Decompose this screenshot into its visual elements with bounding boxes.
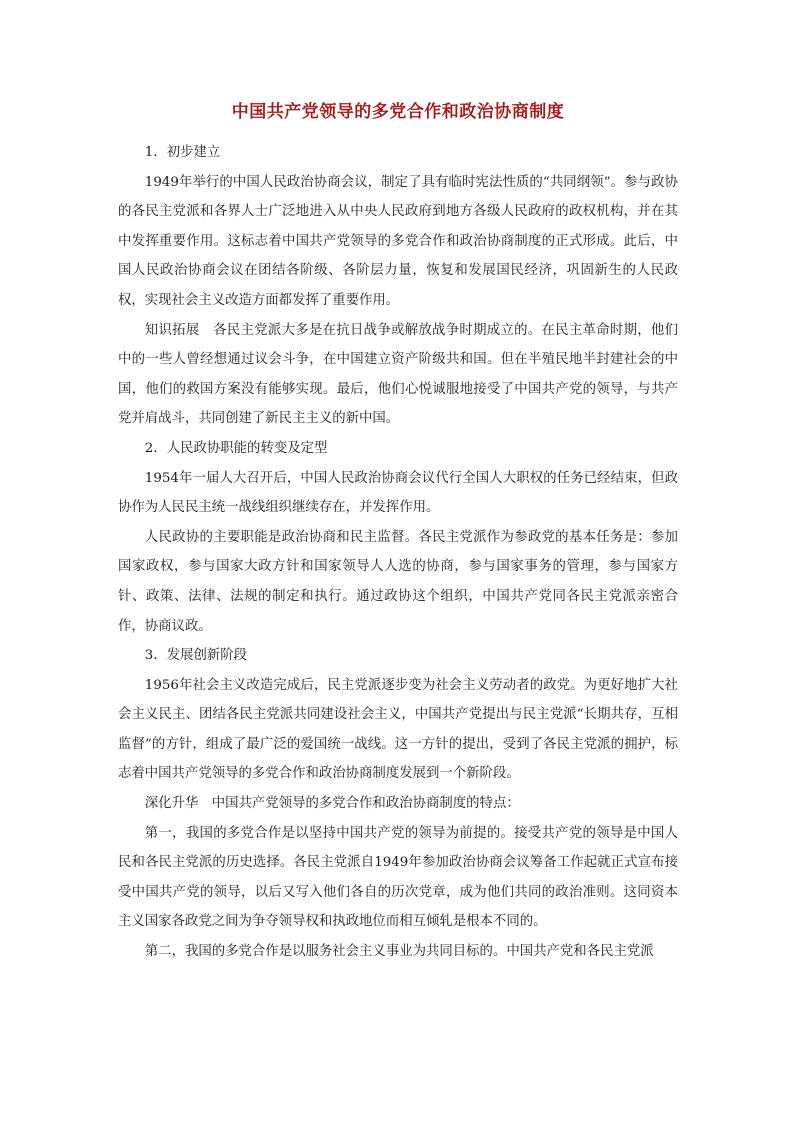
paragraph: 1954年一届人大召开后，中国人民政治协商会议代行全国人大职权的任务已经结束，但政协作为人民民主统一战线组织继续存在，并发挥作用。 <box>118 470 678 516</box>
paragraph: 1949年举行的中国人民政治协商会议，制定了具有临时宪法性质的“共同纲领”。参与政协的各民主党派和各界人士广泛地进入从中央人民政府到地方各级人民政府的政权机构，并在其中发挥重要作用。这标志着中国共产党领导的多党合作和政治协商制度的正式形成。此后，中国人民政治协商会议在团结各阶级、各阶层力量，恢复和发展国民经济，巩固新生的人民政权，实现社会主义改造方面都发挥了重要作用。 <box>118 174 678 308</box>
section-heading-3: 3．发展创新阶段 <box>144 648 248 664</box>
paragraph: 1956年社会主义改造完成后，民主党派逐步变为社会主义劳动者的政党。为更好地扩大社会主义民主、团结各民主党派共同建设社会主义，中国共产党提出与民主党派“长期共存，互相监督”的方针，组成了最广泛的爱国统一战线。这一方针的提出，受到了各民主党派的拥护，标志着中国共产党领导的多党合作和政治协商制度发展到一个新阶段。 <box>118 677 678 782</box>
paragraph: 人民政协的主要职能是政治协商和民主监督。各民主党派作为参政党的基本任务是：参加国家政权，参与国家大政方针和国家领导人人选的协商，参与国家事务的管理，参与国家方针、政策、法律、法规的制定和执行。通过政协这个组织，中国共产党同各民主党派亲密合作，协商议政。 <box>118 529 678 634</box>
section-heading-1: 1．初步建立 <box>144 145 221 160</box>
document-page <box>118 100 678 967</box>
paragraph: 第二，我国的多党合作是以服务社会主义事业为共同目标的。中国共产党和各民主党派 <box>144 944 654 960</box>
section-heading-2: 2．人民政协职能的转变及定型 <box>144 440 328 456</box>
knowledge-extension-paragraph: 知识拓展 各民主党派大多是在抗日战争或解放战争时期成立的。在民主革命时期，他们中的一些人曾经想通过议会斗争，在中国建立资产阶级共和国。但在半殖民地半封建社会的中国，他们的救国方案没有能够实现。最后，他们心悦诚服地接受了中国共产党的领导，与共产党并肩战斗，共同创建了新民主主义的新中国。 <box>118 322 678 427</box>
deepening-paragraph: 深化升华 中国共产党领导的多党合作和政治协商制度的特点： <box>144 796 520 812</box>
document-title: 中国共产党领导的多党合作和政治协商制度 <box>231 102 565 122</box>
paragraph: 第一，我国的多党合作是以坚持中国共产党的领导为前提的。接受共产党的领导是中国人民和各民主党派的历史选择。各民主党派自1949年参加政治协商会议筹备工作起就正式宣布接受中国共产党的领导，以后又写入他们各自的历次党章，成为他们共同的政治准则。这同资本主义国家各政党之间为争夺领导权和执政地位而相互倾轧是根本不同的。 <box>118 825 678 930</box>
